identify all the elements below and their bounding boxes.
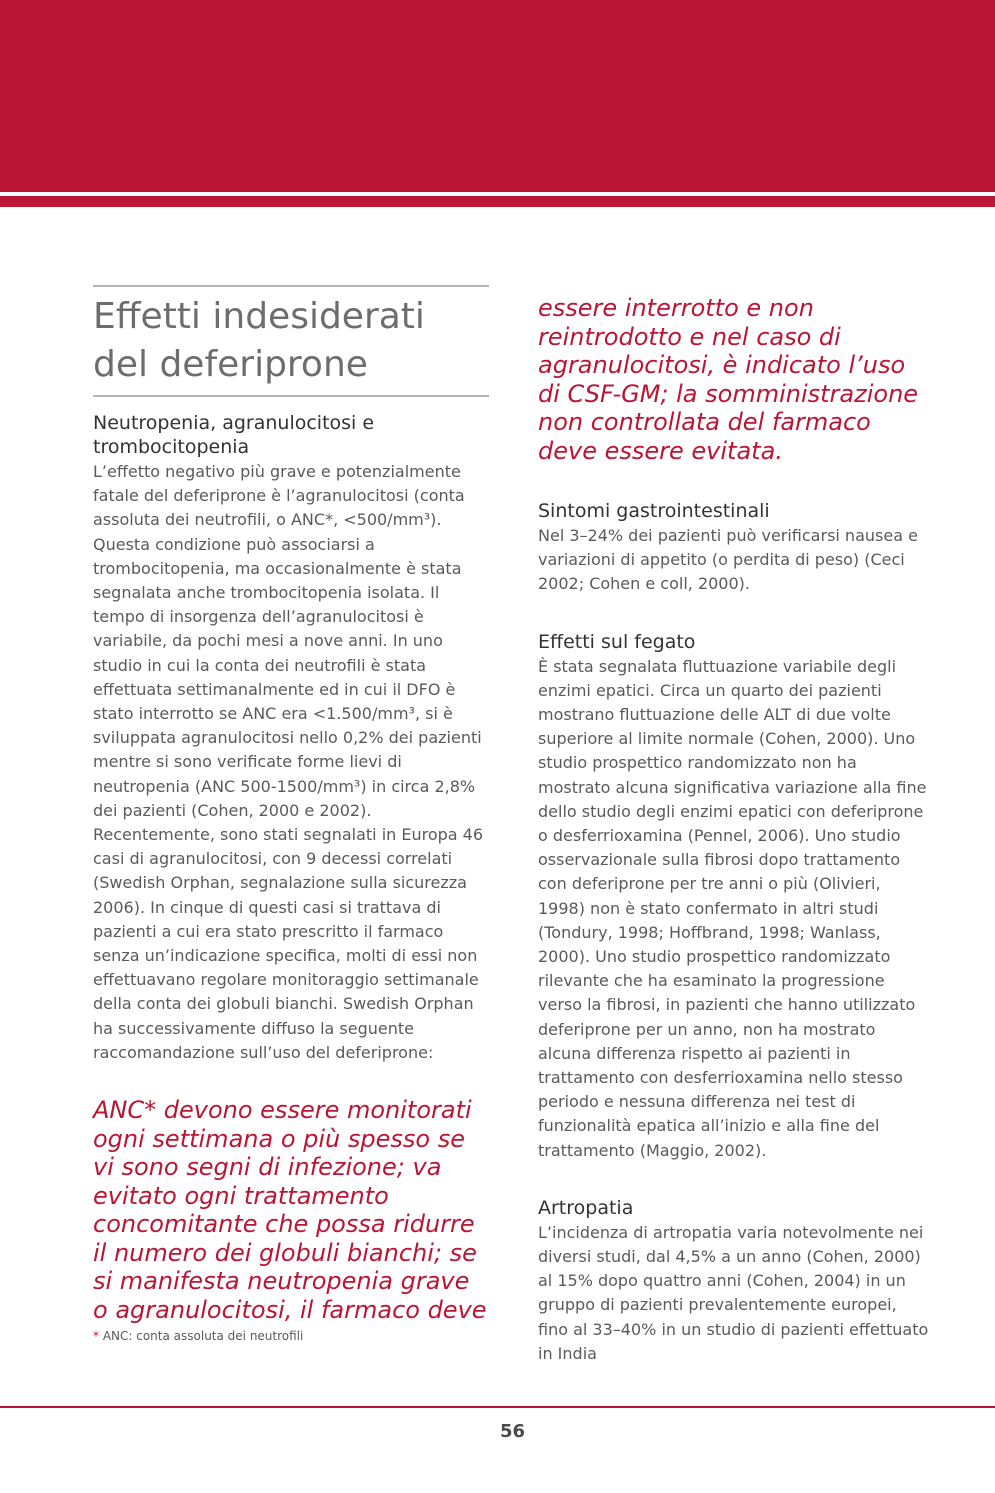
footer-rule — [0, 1406, 995, 1408]
recommendation-callout-part2: essere interrotto e non reintrodotto e nel caso di agranulocitosi, è indicato l’uso di CSF-GM; la somministrazione non controllata del farmaco deve essere evitata. — [538, 294, 919, 465]
section-body-arthropathy: L’incidenza di artropatia varia notevolmente nei diversi studi, dal 4,5% a un anno (Cohen, 2000) al 15% dopo quattro anni (Cohen, 2004) in un gruppo di pazienti prevalentemente europei, fino al 33–40% in un studio di pazienti effettuato in India — [538, 1222, 929, 1363]
recommendation-callout-part1: ANC* devono essere monitorati ogni settimana o più spesso se vi sono segni di infezione; va evitato ogni trattamento concomitante che possa ridurre il numero dei globuli bianchi; se si manifesta neutropenia grave o agranulocitosi, il farmaco deve — [93, 1096, 487, 1324]
page-title — [93, 293, 489, 389]
page-title-line1: Effetti indesiderati — [93, 296, 425, 337]
title-rule-top — [93, 285, 489, 287]
section-heading-neutropenia: Neutropenia, agranulocitosi e trombocitopenia — [93, 412, 375, 458]
left-column — [93, 285, 489, 1344]
footnote — [93, 1328, 489, 1344]
section-heading-gastrointestinal: Sintomi gastrointestinali — [538, 500, 770, 522]
section-heading-liver: Effetti sul fegato — [538, 630, 696, 653]
section-heading-arthropathy: Artropatia — [538, 1196, 634, 1219]
page-number: 56 — [499, 1421, 526, 1442]
section-body-liver: È stata segnalata fluttuazione variabile degli enzimi epatici. Circa un quarto dei pazienti mostrano fluttuazione delle ALT di due volte superiore al limite normale (Cohen, 2000). Uno studio prospettico randomizzato non ha mostrato alcuna significativa variazione alla fine dello studio degli enzimi epatici con deferiprone o desferrioxamina (Pennel, 2006). Uno studio osservazionale sulla fibrosi dopo trattamento con deferiprone per tre anni o più (Olivieri, 1998) non è stato confermato in altri studi (Tondury, 1998; Hoffbrand, 1998; Wanlass, 2000). Uno studio prospettico randomizzato rilevante che ha esaminato la progressione verso la fibrosi, in pazienti che hanno utilizzato deferiprone per un anno, non ha mostrato alcuna differenza rispetto ai pazienti in trattamento con desferrioxamina nello stesso periodo e nessuna differenza nei test di funzionalità epatica all’inizio e alla fine del trattamento (Maggio, 2002). — [538, 656, 927, 1160]
footnote-text: ANC: conta assoluta dei neutrofili — [99, 1329, 304, 1344]
header-band — [0, 0, 995, 192]
right-column — [538, 294, 930, 1366]
header-stripe — [0, 196, 995, 207]
section-body-gastrointestinal: Nel 3–24% dei pazienti può verificarsi nausea e variazioni di appetito (o perdita di peso) (Ceci 2002; Cohen e coll, 2000). — [538, 526, 918, 594]
title-rule-bottom — [93, 395, 489, 397]
page-title-line2: del deferiprone — [93, 344, 368, 385]
footnote-star: * — [93, 1329, 99, 1344]
section-body-neutropenia: L’effetto negativo più grave e potenzialmente fatale del deferiprone è l’agranulocitosi (conta assoluta dei neutrofili, o ANC*, <500/mm³). Questa condizione può associarsi a trombocitopenia, ma occasionalmente è stata segnalata anche trombocitopenia isolata. Il tempo di insorgenza dell’agranulocitosi è variabile, da pochi mesi a nove anni. In uno studio in cui la conta dei neutrofili è stata effettuata settimanalmente ed in cui il DFO è stato interrotto se ANC era <1.500/mm³, si è sviluppata agranulocitosi nello 0,2% dei pazienti mentre si sono verificate forme lievi di neutropenia (ANC 500-1500/mm³) in circa 2,8% dei pazienti (Cohen, 2000 e 2002). Recentemente, sono stati segnalati in Europa 46 casi di agranulocitosi, con 9 decessi correlati (Swedish Orphan, segnalazione sulla sicurezza 2006). In cinque di questi casi si trattava di pazienti a cui era stato prescritto il farmaco senza un’indicazione specifica, molti di essi non effettuavano regolare monitoraggio settimanale della conta dei globuli bianchi. Swedish Orphan ha successivamente diffuso la seguente raccomandazione sull’uso del deferiprone: — [93, 462, 484, 1062]
